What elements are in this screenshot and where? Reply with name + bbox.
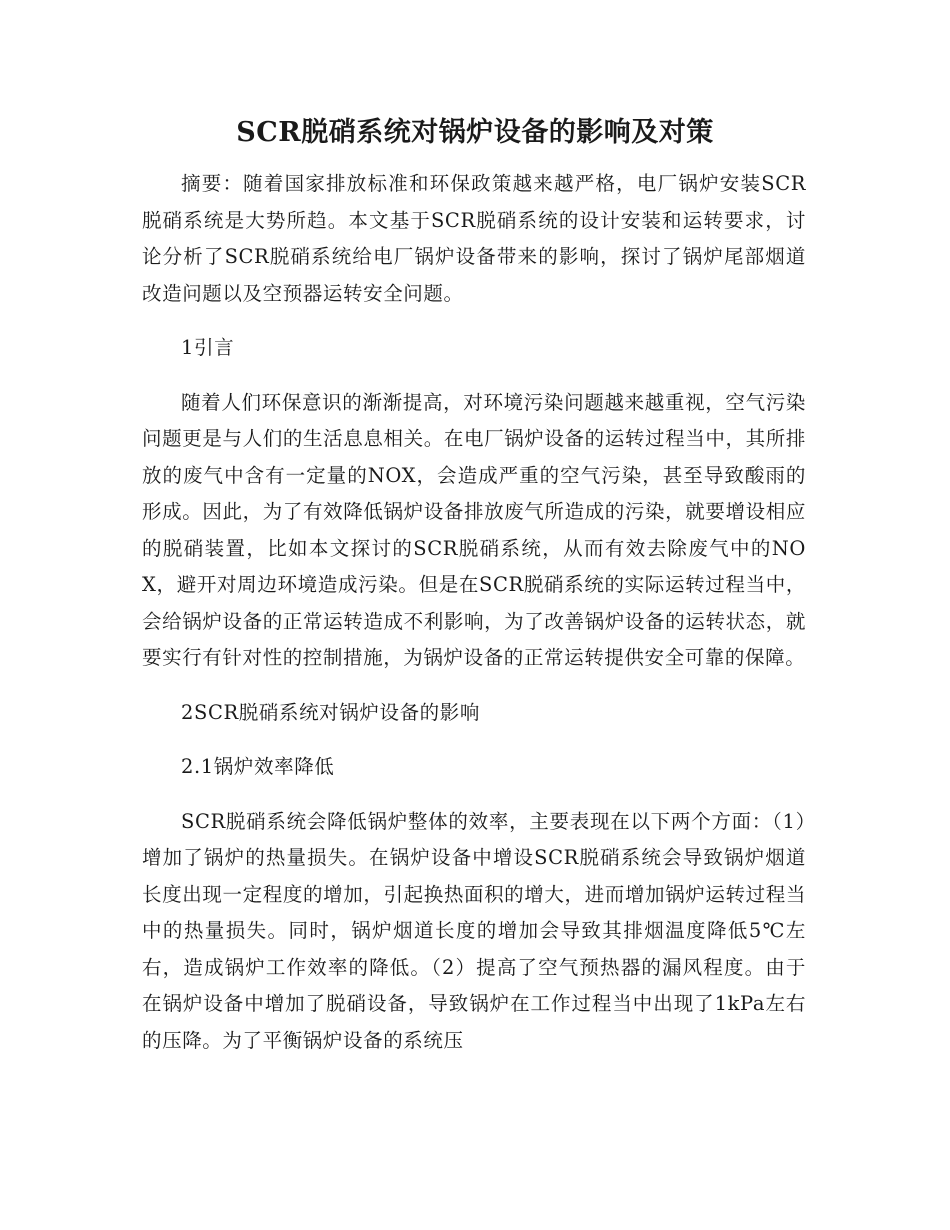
section-heading-introduction: 1引言: [181, 336, 235, 359]
section-heading-impact: 2SCR脱硝系统对锅炉设备的影响: [181, 700, 480, 724]
subsection-heading-efficiency: 2.1锅炉效率降低: [181, 755, 335, 778]
body-paragraph-introduction: 随着人们环保意识的渐渐提高，对环境污染问题越来越重视，空气污染问题更是与人们的生活息息相关。在电厂锅炉设备的运转过程当中，其所排放的废气中含有一定量的NOX，会造成严重的空气污染，甚至导致酸雨的形成。因此，为了有效降低锅炉设备排放废气所造成的污染，就要增设相应的脱硝装置，比如本文探讨的SCR脱硝系统，从而有效去除废气中的NOX，避开对周边环境造成污染。但是在SCR脱硝系统的实际运转过程当中，会给锅炉设备的正常运转造成不利影响，为了改善锅炉设备的运转状态，就要实行有针对性的控制措施，为锅炉设备的正常运转提供安全可靠的保障。: [142, 390, 806, 669]
abstract-paragraph: 摘要：随着国家排放标准和环保政策越来越严格，电厂锅炉安装SCR脱硝系统是大势所趋。本文基于SCR脱硝系统的设计安装和运转要求，讨论分析了SCR脱硝系统给电厂锅炉设备带来的影响，探讨了锅炉尾部烟道改造问题以及空预器运转安全问题。: [142, 172, 806, 305]
body-paragraph-efficiency: SCR脱硝系统会降低锅炉整体的效率，主要表现在以下两个方面：（1）增加了锅炉的热量损失。在锅炉设备中增设SCR脱硝系统会导致锅炉烟道长度出现一定程度的增加，引起换热面积的增大，进而增加锅炉运转过程当中的热量损失。同时，锅炉烟道长度的增加会导致其排烟温度降低5℃左右，造成锅炉工作效率的降低。（2）提高了空气预热器的漏风程度。由于在锅炉设备中增加了脱硝设备，导致锅炉在工作过程当中出现了1kPa左右的压降。为了平衡锅炉设备的系统压: [142, 809, 806, 1052]
document-title: SCR脱硝系统对锅炉设备的影响及对策: [236, 117, 714, 148]
document-body: [142, 166, 806, 1059]
